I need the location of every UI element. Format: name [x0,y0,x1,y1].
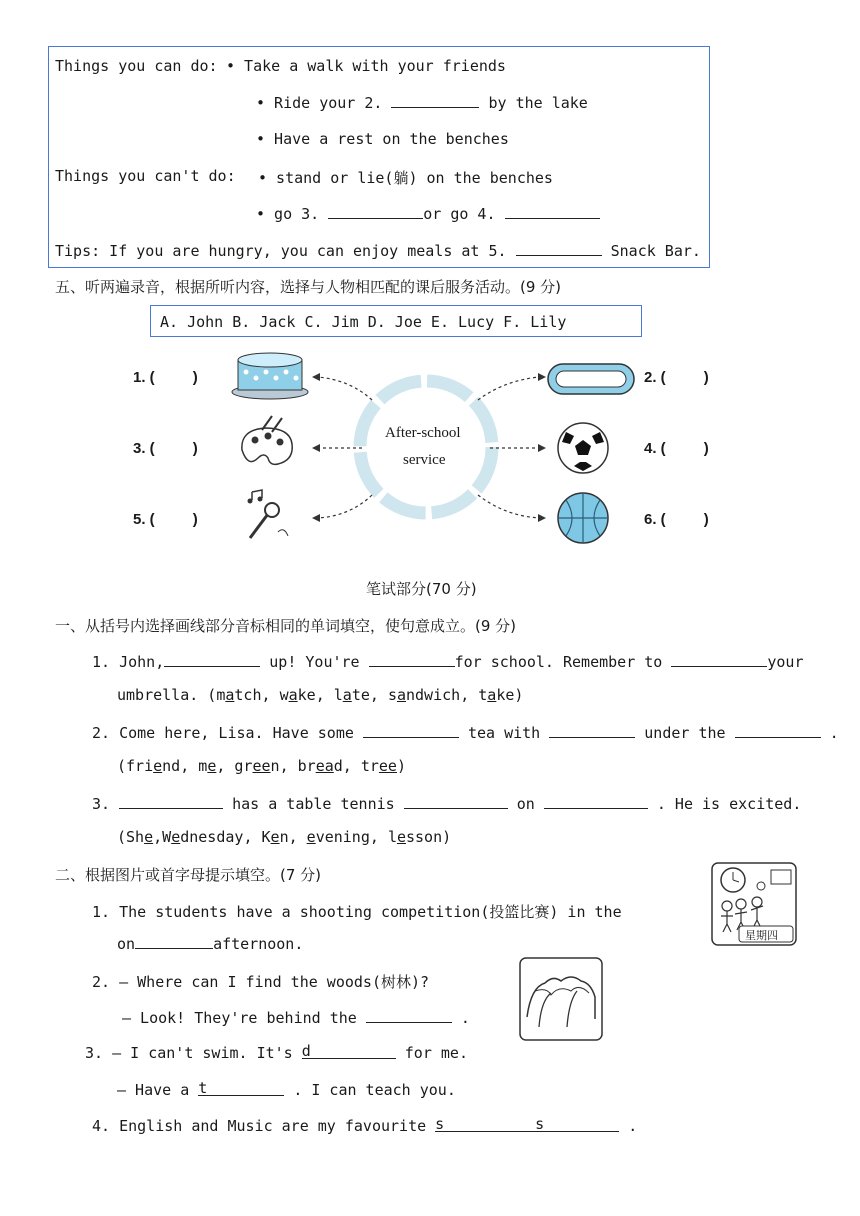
service-title-line2: service [403,452,446,468]
soccer-ball-icon [558,423,608,473]
p2-q4-line: 4. English and Music are my favourite s s . [92,1115,638,1135]
p2-q3-line2: — Have a t . I can teach you. [117,1079,456,1099]
match-blank-2[interactable]: 2. ( ) [644,369,709,386]
match-blank-1[interactable]: 1. ( ) [133,369,198,386]
opt-wake: wake [279,686,316,704]
cant-do-item-2: • go 3. or go 4. [256,204,600,223]
answer-blank-3[interactable] [328,204,423,219]
match-blank-6[interactable]: 6. ( ) [644,511,709,528]
matching-diagram [0,340,860,560]
can-do-item-2: • Ride your 2. by the lake [256,94,588,112]
opt-match: match [216,686,262,704]
opt-wednesday: Wednesday [162,828,244,846]
p1-q1-blank-1[interactable] [164,652,260,667]
p1-q3-blank-2[interactable] [404,794,508,809]
microphone-icon [248,490,289,538]
match-blank-3[interactable]: 3. ( ) [133,440,198,457]
p1-q3-line2: (She,Wednesday, Ken, evening, lesson) [117,828,452,846]
p1-q2-blank-2[interactable] [549,723,635,738]
p2-q3-blank-2[interactable]: t [198,1081,284,1096]
p1-q3-blank-3[interactable] [544,794,648,809]
opt-ken: Ken [261,828,289,846]
mountains-picture [519,957,603,1041]
opt-me: me [198,757,217,775]
opt-sandwich: sandwich [387,686,461,704]
answer-blank-4[interactable] [505,204,600,219]
arrow-head-6 [538,514,546,522]
p1-q3-blank-1[interactable] [119,794,223,809]
opt-bread: bread [297,757,343,775]
p2-q1-line1: 1. The students have a shooting competition(投篮比赛) in the [92,903,622,921]
opt-friend: friend [126,757,181,775]
can-do-label: Things you can do: [55,57,218,75]
p1-q2-line2: (friend, me, green, bread, tree) [117,757,406,775]
p2-q4-blank-2[interactable]: s [535,1117,619,1132]
arrow-2 [478,377,540,400]
p1-q2-blank-3[interactable] [735,723,821,738]
p2-q2-blank[interactable] [366,1008,452,1023]
calendar-label: 星期四 [745,929,778,942]
p2-q1-blank[interactable] [135,934,213,949]
opt-take: take [478,686,515,704]
cant-do-label: Things you can't do: [55,167,236,185]
opt-she: She [126,828,154,846]
can-do-item-3: • Have a rest on the benches [256,130,509,148]
section-5-title: 五、听两遍录音，根据所听内容，选择与人物相匹配的课后服务活动。(9 分) [55,278,562,296]
answer-blank-5[interactable] [516,241,602,256]
opt-lesson: lesson [387,828,443,846]
p2-q1-line2: on afternoon. [117,935,304,953]
p1-q1-blank-3[interactable] [671,652,767,667]
running-track-icon [548,364,634,394]
basketball-icon [558,493,608,543]
arrow-5 [318,495,372,518]
answer-blank-2[interactable] [391,93,479,108]
p2-q4-blank-1[interactable]: s [435,1117,535,1132]
opt-tree: tree [360,757,397,775]
notice-box [48,46,710,268]
p1-q1-line1: 1. John, up! You're for school. Remember to your [92,653,804,671]
arrow-6 [478,495,540,518]
cant-do-item-1: • stand or lie(躺) on the benches [258,169,553,187]
p1-q2-line1: 2. Come here, Lisa. Have some tea with under the . [92,724,839,742]
service-title-line1: After-school [385,425,461,441]
p2-q3-blank-1[interactable]: d [302,1044,396,1059]
can-do-item-1: • Take a walk with your friends [226,57,506,75]
arrow-head-4 [538,444,546,452]
opt-evening: evening [306,828,370,846]
clock-icon [721,868,745,892]
arrow-head-1 [312,373,320,381]
p2-q3-line1: 3. — I can't swim. It's d for me. [85,1042,468,1062]
match-blank-5[interactable]: 5. ( ) [133,511,198,528]
tips-line: Tips: If you are hungry, you can enjoy meals at 5. Snack Bar. [55,242,701,260]
paint-palette-icon [242,416,292,464]
p1-q1-line2: umbrella. (match, wake, late, sandwich, take) [117,686,524,704]
p2-q2-line1: 2. — Where can I find the woods(树林)? [92,973,430,991]
service-ring [360,381,492,513]
match-blank-4[interactable]: 4. ( ) [644,440,709,457]
arrow-head-5 [312,514,320,522]
p1-q3-line1: 3. has a table tennis on . He is excited. [92,795,802,813]
p2-q2-line2: — Look! They're behind the . [122,1009,470,1027]
written-part-title: 笔试部分(70 分) [366,580,477,598]
p1-q1-blank-2[interactable] [369,652,455,667]
cake-icon [232,353,308,399]
arrow-head-2 [538,373,546,381]
opt-late: late [333,686,370,704]
arrow-1 [318,377,372,400]
arrow-head-3 [312,444,320,452]
opt-green: green [234,757,280,775]
part-1-title: 一、从括号内选择画线部分音标相同的单词填空，使句意成立。(9 分) [55,617,517,635]
p1-q2-blank-1[interactable] [363,723,459,738]
names-list: A. John B. Jack C. Jim D. Joe E. Lucy F. Lily [160,313,567,331]
part-2-title: 二、根据图片或首字母提示填空。(7 分) [55,866,322,884]
